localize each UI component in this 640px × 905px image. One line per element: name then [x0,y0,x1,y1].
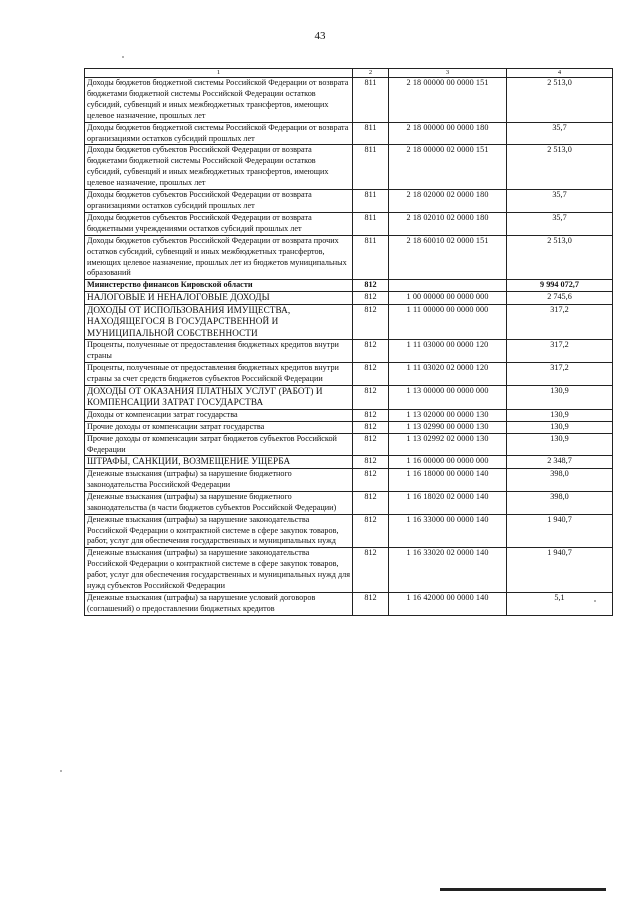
row-kbk: 1 16 18000 00 0000 140 [389,468,507,491]
row-amount: 130,9 [507,385,613,409]
scan-speck [60,770,62,772]
table-row [85,78,613,123]
row-code: 811 [353,235,389,280]
table-row [85,592,613,615]
row-code: 812 [353,514,389,548]
row-amount: 35,7 [507,212,613,235]
row-kbk: 1 11 03020 02 0000 120 [389,363,507,386]
table-row [85,491,613,514]
row-name: Денежные взыскания (штрафы) за нарушение бюджетного законодательства (в части бюджетов субъектов Российской Федерации) [85,491,353,514]
table-row [85,456,613,469]
row-code: 811 [353,145,389,190]
header-col-3: 3 [389,69,507,78]
row-amount: 2 513,0 [507,78,613,123]
row-amount: 2 745,6 [507,292,613,305]
row-name: Доходы бюджетов субъектов Российской Федерации от возврата организациями остатков субсидий прошлых лет [85,190,353,213]
row-kbk: 2 18 02000 02 0000 180 [389,190,507,213]
row-name: Доходы бюджетов субъектов Российской Федерации от возврата бюджетами бюджетной системы Российской Федерации остатков субсидий, субвенций и иных межбюджетных трансфертов, имеющих целевое назначение, прошлых лет [85,145,353,190]
row-name: НАЛОГОВЫЕ И НЕНАЛОГОВЫЕ ДОХОДЫ [85,292,353,305]
header-col-1: 1 [85,69,353,78]
table-row [85,235,613,280]
row-code: 812 [353,433,389,456]
table-row [85,421,613,433]
row-kbk: 1 13 02990 00 0000 130 [389,421,507,433]
row-name: ШТРАФЫ, САНКЦИИ, ВОЗМЕЩЕНИЕ УЩЕРБА [85,456,353,469]
row-kbk: 1 16 42000 00 0000 140 [389,592,507,615]
row-kbk: 1 16 33020 02 0000 140 [389,548,507,593]
row-amount: 398,0 [507,468,613,491]
row-code: 812 [353,280,389,292]
row-name: ДОХОДЫ ОТ ОКАЗАНИЯ ПЛАТНЫХ УСЛУГ (РАБОТ) И КОМПЕНСАЦИИ ЗАТРАТ ГОСУДАРСТВА [85,385,353,409]
scan-speck [594,600,596,602]
row-kbk: 1 13 02992 02 0000 130 [389,433,507,456]
header-col-2: 2 [353,69,389,78]
row-kbk: 1 11 03000 00 0000 120 [389,340,507,363]
row-code: 812 [353,491,389,514]
row-code: 812 [353,456,389,469]
row-kbk: 1 13 02000 00 0000 130 [389,409,507,421]
row-amount: 1 940,7 [507,548,613,593]
row-amount: 9 994 072,7 [507,280,613,292]
row-name: Доходы бюджетов субъектов Российской Федерации от возврата прочих остатков субсидий, субвенций и иных межбюджетных трансфертов, имеющих целевое назначение, прошлых лет из бюджетов муниципальных образований [85,235,353,280]
row-kbk [389,280,507,292]
table-body [85,78,613,616]
table-row [85,122,613,145]
table-row [85,340,613,363]
table-row [85,385,613,409]
row-code: 812 [353,385,389,409]
row-name: Прочие доходы от компенсации затрат бюджетов субъектов Российской Федерации [85,433,353,456]
table-row [85,190,613,213]
row-name: Доходы бюджетов субъектов Российской Федерации от возврата бюджетными учреждениями остатков субсидий прошлых лет [85,212,353,235]
row-code: 812 [353,292,389,305]
row-amount: 317,2 [507,363,613,386]
row-code: 811 [353,190,389,213]
table-row [85,304,613,340]
row-name: Прочие доходы от компенсации затрат государства [85,421,353,433]
row-amount: 35,7 [507,122,613,145]
row-kbk: 1 11 00000 00 0000 000 [389,304,507,340]
row-amount: 2 513,0 [507,235,613,280]
page-number: 43 [314,30,326,42]
row-kbk: 2 18 00000 02 0000 151 [389,145,507,190]
row-name: Денежные взыскания (штрафы) за нарушение законодательства Российской Федерации о контрактной системе в сфере закупок товаров, работ, услуг для обеспечения государственных и муниципальных нужд для нужд субъектов Российской Федерации [85,548,353,593]
row-name: Проценты, полученные от предоставления бюджетных кредитов внутри страны за счет средств бюджетов субъектов Российской Федерации [85,363,353,386]
row-amount: 2 348,7 [507,456,613,469]
row-name: Министерство финансов Кировской области [85,280,353,292]
row-amount: 317,2 [507,340,613,363]
row-code: 812 [353,340,389,363]
row-amount: 1 940,7 [507,514,613,548]
row-kbk: 1 00 00000 00 0000 000 [389,292,507,305]
footer-rule [440,888,606,891]
revenue-table [84,68,613,616]
table-row [85,468,613,491]
row-kbk: 2 18 02010 02 0000 180 [389,212,507,235]
row-code: 811 [353,78,389,123]
table-header-row [85,69,613,78]
row-code: 812 [353,363,389,386]
row-name: Проценты, полученные от предоставления бюджетных кредитов внутри страны [85,340,353,363]
row-kbk: 1 16 18020 02 0000 140 [389,491,507,514]
row-kbk: 1 16 33000 00 0000 140 [389,514,507,548]
row-amount: 317,2 [507,304,613,340]
table-row [85,514,613,548]
row-amount: 2 513,0 [507,145,613,190]
row-name: Денежные взыскания (штрафы) за нарушение бюджетного законодательства Российской Федерации [85,468,353,491]
row-name: ДОХОДЫ ОТ ИСПОЛЬЗОВАНИЯ ИМУЩЕСТВА, НАХОДЯЩЕГОСЯ В ГОСУДАРСТВЕННОЙ И МУНИЦИПАЛЬНОЙ СОБСТВЕННОСТИ [85,304,353,340]
row-amount: 5,1 [507,592,613,615]
row-kbk: 2 18 00000 00 0000 151 [389,78,507,123]
row-name: Денежные взыскания (штрафы) за нарушение условий договоров (соглашений) о предоставлении бюджетных кредитов [85,592,353,615]
row-amount: 130,9 [507,433,613,456]
row-code: 811 [353,212,389,235]
row-kbk: 2 18 60010 02 0000 151 [389,235,507,280]
row-code: 812 [353,592,389,615]
row-kbk: 1 16 00000 00 0000 000 [389,456,507,469]
header-col-4: 4 [507,69,613,78]
table-row [85,409,613,421]
row-name: Доходы бюджетов бюджетной системы Российской Федерации от возврата организациями остатков субсидий прошлых лет [85,122,353,145]
row-code: 811 [353,122,389,145]
row-code: 812 [353,548,389,593]
row-name: Доходы бюджетов бюджетной системы Российской Федерации от возврата бюджетами бюджетной системы Российской Федерации остатков субсидий, субвенций и иных межбюджетных трансфертов, имеющих целевое назначение, прошлых лет [85,78,353,123]
scan-speck [122,56,124,58]
table-row [85,280,613,292]
table-row [85,212,613,235]
row-name: Денежные взыскания (штрафы) за нарушение законодательства Российской Федерации о контрактной системе в сфере закупок товаров, работ, услуг для обеспечения государственных и муниципальных нужд [85,514,353,548]
table-row [85,363,613,386]
table-row [85,548,613,593]
row-code: 812 [353,468,389,491]
row-code: 812 [353,304,389,340]
row-name: Доходы от компенсации затрат государства [85,409,353,421]
table-row [85,433,613,456]
row-amount: 35,7 [507,190,613,213]
row-amount: 398,0 [507,491,613,514]
row-kbk: 2 18 00000 00 0000 180 [389,122,507,145]
row-kbk: 1 13 00000 00 0000 000 [389,385,507,409]
row-amount: 130,9 [507,421,613,433]
row-amount: 130,9 [507,409,613,421]
row-code: 812 [353,409,389,421]
table-row [85,292,613,305]
table-row [85,145,613,190]
row-code: 812 [353,421,389,433]
